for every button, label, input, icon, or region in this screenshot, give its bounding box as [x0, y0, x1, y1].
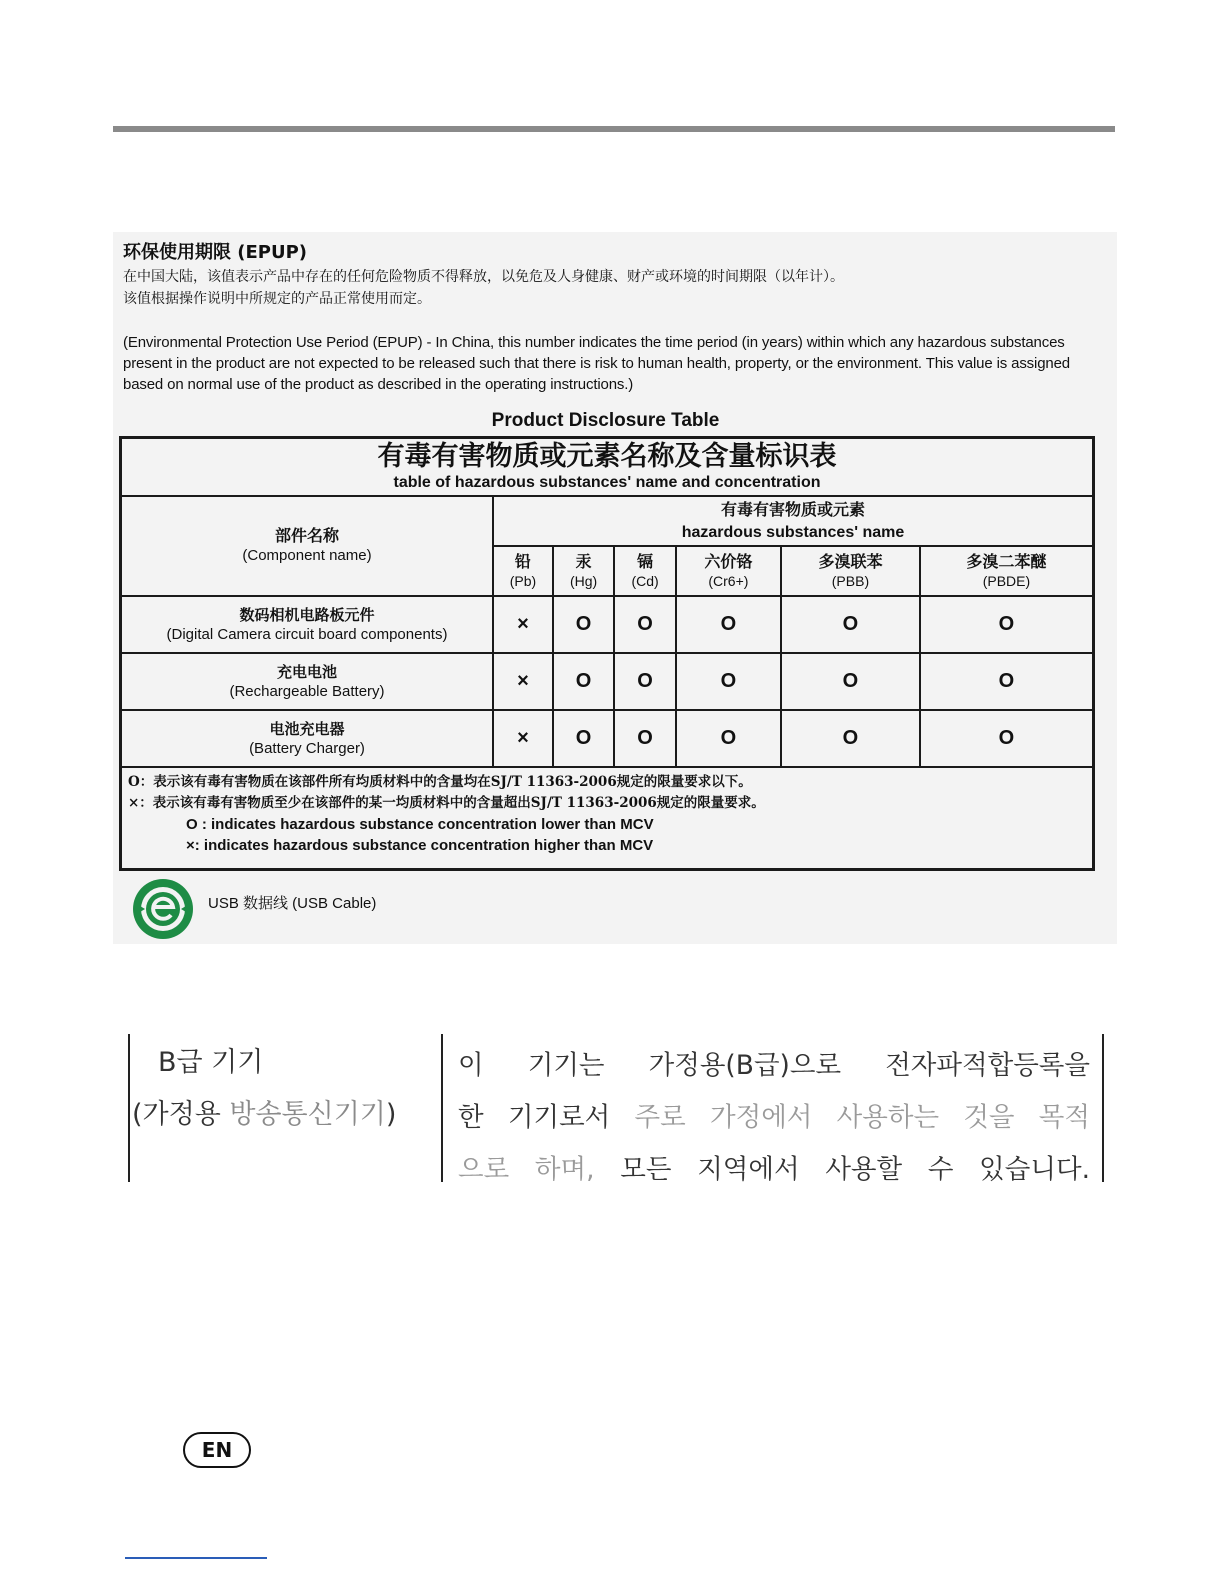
table-row: [121, 596, 1094, 653]
column-header-zh: 镉: [637, 552, 654, 571]
component-header: [121, 496, 494, 596]
mark-cell: ×: [493, 596, 553, 653]
mark-cell: O: [614, 653, 675, 710]
component-name-zh: 数码相机电路板元件: [239, 605, 375, 624]
disclosure-table: [119, 436, 1095, 871]
mark-cell: O: [920, 653, 1094, 710]
korean-notice-line: 이 기기는 가정용(B급)으로 전자파적합등록을: [458, 1050, 1090, 1081]
epup-english-text: (Environmental Protection Use Period (EPUP) - In China, this number indicates the time period (in years) within which any hazardous substances present in the product are not expected to be released such that there is risk to human health, property, or the environment. This value is assigned based on normal use of the product as described in the operating instructions.): [123, 334, 1070, 393]
korean-notice-part: 으로 하며,: [458, 1154, 621, 1185]
column-header: [676, 546, 781, 596]
epup-recycle-logo-icon: [131, 877, 195, 941]
korean-emc-notice: [128, 1034, 1106, 1185]
device-class-label: B급 기기: [158, 1047, 264, 1078]
divider: [128, 1034, 130, 1182]
epup-panel: [113, 232, 1117, 944]
component-name-en: (Rechargeable Battery): [229, 682, 385, 700]
device-class-subtitle-part: 방송통신기기: [229, 1099, 386, 1130]
table-title-zh: 有毒有害物质或元素名称及含量标识表: [377, 441, 837, 472]
column-header-zh: 多溴联苯: [818, 552, 883, 571]
column-header-en: (Hg): [569, 573, 598, 589]
mark-cell: O: [553, 710, 614, 767]
mark-cell: O: [676, 596, 781, 653]
column-header: [493, 546, 553, 596]
column-header: [553, 546, 614, 596]
korean-notice-part: 주로 가정에서 사용하는 것을 목적: [634, 1102, 1090, 1133]
korean-notice-part: 모든 지역에서 사용할 수 있습니다.: [620, 1154, 1090, 1185]
korean-notice-line: [458, 1144, 1090, 1196]
component-cell: [121, 653, 494, 710]
mark-cell: O: [676, 710, 781, 767]
mark-cell: O: [781, 596, 920, 653]
table-row: [121, 710, 1094, 767]
component-cell: [121, 596, 494, 653]
note-en-o: O : indicates hazardous substance concentration lower than MCV: [186, 816, 654, 833]
column-header-en: (Pb): [509, 573, 537, 589]
table-notes: [121, 767, 1094, 870]
component-cell: [121, 710, 494, 767]
column-header-zh: 多溴二苯醚: [966, 552, 1047, 571]
epup-heading: 环保使用期限 (EPUP): [123, 242, 308, 263]
component-name-en: (Digital Camera circuit board components): [166, 625, 448, 643]
korean-notice-line: [458, 1092, 1090, 1144]
table-caption: Product Disclosure Table: [491, 410, 720, 431]
device-class-subtitle: [132, 1092, 396, 1131]
language-badge: EN: [183, 1432, 251, 1468]
substances-group-header: [493, 496, 1094, 546]
column-header-zh: 六价铬: [704, 552, 753, 571]
table-row: [121, 653, 1094, 710]
note-en-x: ×: indicates hazardous substance concentration higher than MCV: [186, 837, 654, 854]
mark-cell: ×: [493, 710, 553, 767]
group-header-zh: 有毒有害物质或元素: [720, 500, 865, 519]
column-header-zh: 汞: [575, 552, 592, 571]
group-header-en: hazardous substances' name: [681, 524, 905, 541]
mark-cell: O: [553, 653, 614, 710]
column-header: [781, 546, 920, 596]
note-zh-x: ×：表示该有毒有害物质至少在该部件的某一均质材料中的含量超出SJ/T 11363-2006规定的限量要求。: [128, 795, 765, 811]
device-class-subtitle-part: ): [385, 1099, 397, 1130]
column-header-en: (PBDE): [982, 573, 1031, 589]
mark-cell: O: [920, 710, 1094, 767]
column-header: [920, 546, 1094, 596]
korean-notice-text: [458, 1040, 1090, 1196]
component-name-zh: 电池充电器: [269, 719, 345, 738]
note-zh-o: O：表示该有毒有害物质在该部件所有均质材料中的含量均在SJ/T 11363-2006规定的限量要求以下。: [128, 774, 752, 790]
mark-cell: O: [553, 596, 614, 653]
divider: [1102, 1034, 1104, 1182]
divider: [441, 1034, 443, 1182]
column-header: [614, 546, 675, 596]
mark-cell: O: [781, 710, 920, 767]
component-header-zh: 部件名称: [274, 526, 339, 545]
device-class-subtitle-part: (가정용: [132, 1099, 230, 1130]
column-header-zh: 铅: [514, 552, 531, 571]
epup-chinese-line: 该值根据操作说明中所规定的产品正常使用而定。: [123, 291, 431, 307]
korean-notice-part: 한 기기로서: [458, 1102, 635, 1133]
table-title: [121, 438, 1094, 497]
epup-chinese-text: [123, 266, 1103, 310]
usb-cable-label: USB 数据线 (USB Cable): [208, 895, 377, 912]
header-rule: [113, 126, 1115, 132]
mark-cell: O: [614, 596, 675, 653]
table-title-en: table of hazardous substances' name and concentration: [393, 474, 821, 491]
mark-cell: O: [676, 653, 781, 710]
mark-cell: O: [920, 596, 1094, 653]
footer-link-rule: [125, 1557, 267, 1559]
epup-chinese-line: 在中国大陆，该值表示产品中存在的任何危险物质不得释放，以免危及人身健康、财产或环境的时间期限（以年计）。: [123, 269, 844, 285]
component-header-en: (Component name): [242, 547, 372, 564]
component-name-zh: 充电电池: [276, 662, 337, 681]
mark-cell: O: [781, 653, 920, 710]
mark-cell: ×: [493, 653, 553, 710]
column-header-en: (Cd): [631, 573, 659, 589]
component-name-en: (Battery Charger): [249, 739, 365, 757]
column-header-en: (PBB): [831, 573, 870, 589]
column-header-en: (Cr6+): [708, 573, 749, 589]
mark-cell: O: [614, 710, 675, 767]
